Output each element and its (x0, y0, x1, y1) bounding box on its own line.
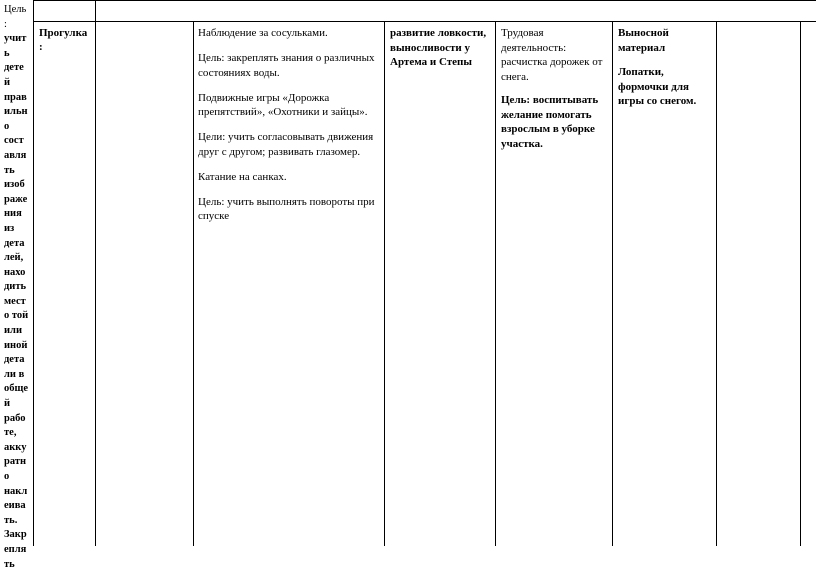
activity-label (39, 26, 93, 54)
goal-column-line: ния (4, 208, 22, 220)
goal-column-line: й (4, 76, 11, 88)
goal-column-line: или (4, 325, 22, 337)
goal-column-line: епля (4, 543, 27, 555)
materials-title: Выносной материал (618, 27, 669, 54)
goal-column-line: еива (4, 500, 26, 512)
individual-work-cell (390, 26, 492, 70)
goal-column-line: авля (4, 149, 27, 161)
goal-column-line: дете (4, 62, 24, 74)
goal-column-line: ть. (4, 514, 18, 526)
goal-column-line: : (4, 18, 7, 30)
observation-paragraph: Цель: закреплять знания о различных состояниях воды. (198, 52, 375, 79)
observation-paragraph: Подвижные игры «Дорожка препятствий», «Охотники и зайцы». (198, 91, 368, 118)
goal-column-line: дить (4, 281, 27, 293)
goal-column-line: иной (4, 339, 28, 351)
labor-title: Трудовая деятельность: расчистка дорожек от снега. (501, 27, 603, 83)
goal-column-line: ть (4, 558, 15, 570)
goal-column-line: Закр (4, 529, 27, 541)
materials-items: Лопатки, формочки для игры со снегом. (618, 66, 697, 107)
header-row-border (33, 21, 816, 22)
goal-column-line: ь (4, 47, 10, 59)
col-divider-6 (716, 22, 717, 546)
goal-column-line: акку (4, 441, 27, 453)
materials-cell (618, 26, 714, 109)
col-divider-5 (612, 22, 613, 546)
activity-label-text: Прогулка (39, 27, 88, 39)
observation-paragraph: Катание на санках. (198, 170, 287, 183)
goal-column-line: нахо (4, 266, 26, 278)
table-top-border (33, 0, 816, 1)
observation-paragraph: Наблюдение за сосульками. (198, 27, 328, 39)
goal-column-line: о той (4, 310, 29, 322)
labor-cell (501, 26, 610, 151)
labor-goal: Цель: воспитывать желание помогать взрослым в уборке участка. (501, 94, 599, 150)
goal-column-line: о (4, 120, 10, 132)
goal-column-line: ть (4, 164, 15, 176)
col-divider-3 (384, 22, 385, 546)
goal-column-line: ильн (4, 106, 28, 118)
col-divider-1 (95, 0, 96, 546)
col-divider-7 (800, 22, 801, 546)
goal-column-line: прав (4, 91, 27, 103)
goal-column-line: учит (4, 33, 27, 45)
goal-column-text (4, 3, 33, 572)
goal-column-line: дета (4, 237, 25, 249)
goal-column-line: ратн (4, 456, 27, 468)
col-divider-2 (193, 22, 194, 546)
goal-column-line: ли в (4, 368, 25, 380)
goal-column-line: о (4, 471, 10, 482)
goal-column-line: лей, (4, 252, 24, 264)
goal-column-line: раже (4, 193, 28, 205)
individual-work-text: развитие ловкости, выносливости у Артема и Степы (390, 27, 487, 68)
observation-cell (198, 26, 378, 234)
observation-paragraph: Цель: учить выполнять повороты при спуске (198, 195, 375, 222)
goal-column-line: изоб (4, 179, 25, 191)
col-divider-0 (33, 0, 34, 546)
goal-column-line: те, (4, 427, 17, 439)
col-divider-4 (495, 22, 496, 546)
activity-label-suffix: : (39, 41, 43, 53)
goal-column-line: обще (4, 383, 29, 395)
goal-column-line: Цель (4, 4, 27, 15)
goal-column-line: рабо (4, 412, 26, 424)
goal-column-line: дета (4, 354, 25, 366)
goal-column-line: из (4, 222, 15, 234)
goal-column-line: накл (4, 485, 28, 497)
goal-column-line: мест (4, 295, 26, 307)
goal-column-line: сост (4, 135, 24, 147)
goal-column-line: й (4, 398, 11, 410)
observation-paragraph: Цели: учить согласовывать движения друг с другом; развивать глазомер. (198, 131, 374, 158)
